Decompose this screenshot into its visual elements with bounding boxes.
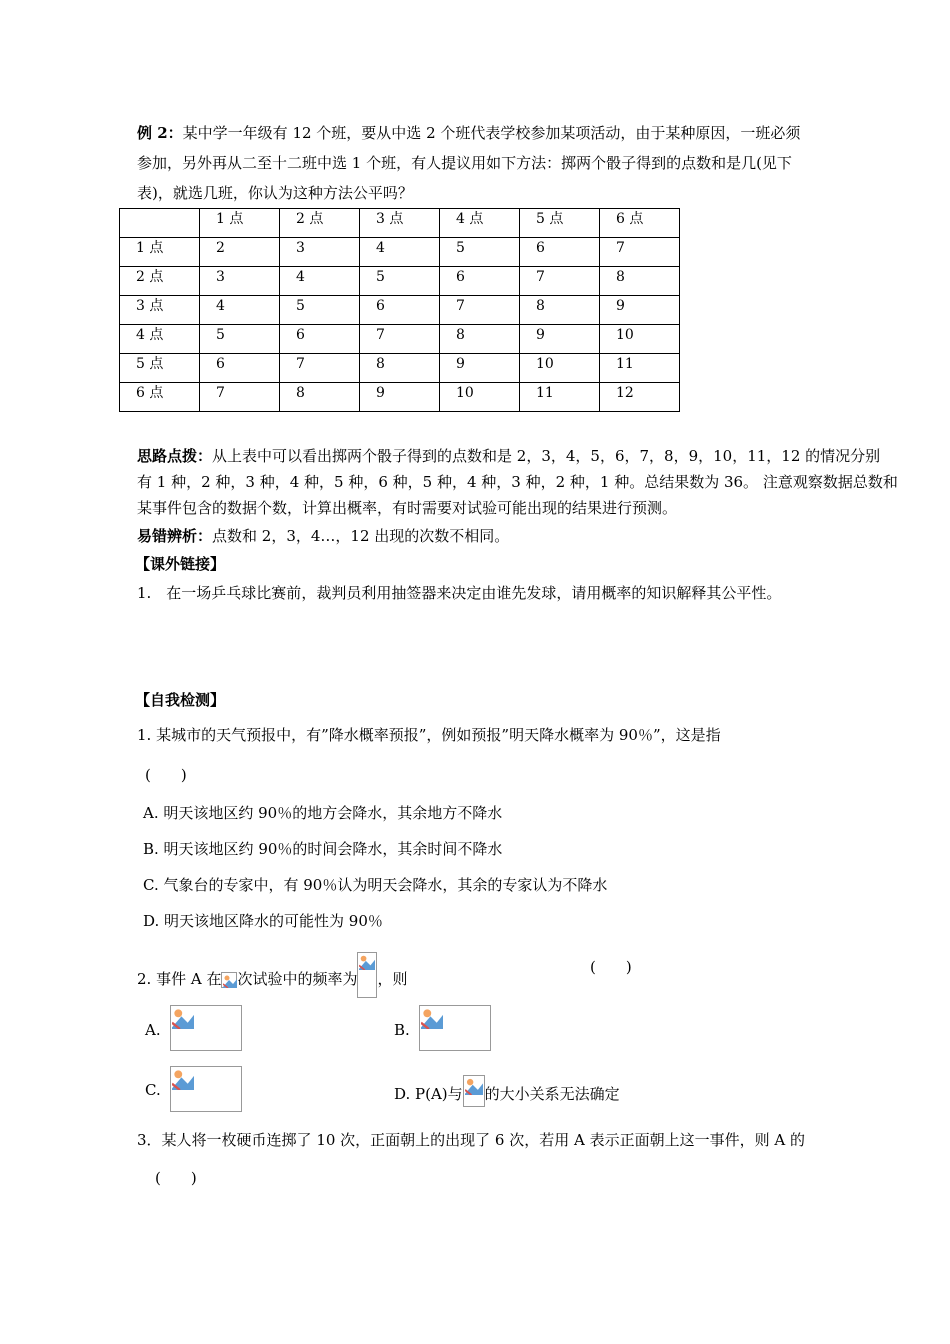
formula-image-icon — [419, 1005, 491, 1051]
table-row — [120, 267, 680, 296]
table-row-label: 2 点 — [120, 267, 200, 296]
table-cell: 6 — [280, 325, 360, 354]
table-header-cell — [120, 209, 200, 238]
q3-stem: 3．某人将一枚硬币连掷了 10 次，正面朝上的出现了 6 次，若用 A 表示正面朝上这一事件，则 A 的 — [137, 1131, 805, 1149]
q3-blank: ( ) — [155, 1169, 197, 1187]
table-cell: 3 — [200, 267, 280, 296]
analysis-line-3: 某事件包含的数据个数，计算出概率，有时需要对试验可能出现的结果进行预测。 — [137, 499, 678, 517]
analysis-text-1: 从上表中可以看出掷两个骰子得到的点数和是 2，3，4，5，6，7，8，9，10，11，12 的情况分别 — [212, 447, 881, 465]
analysis-line-2: 有 1 种，2 种，3 种，4 种，5 种，6 种，5 种，4 种，3 种，2 种，1 种。总结果数为 36。 注意观察数据总数和 — [137, 473, 898, 491]
table-cell: 12 — [600, 383, 680, 412]
table-cell: 6 — [360, 296, 440, 325]
dice-sum-table — [119, 208, 680, 412]
example-line-1 — [137, 118, 837, 148]
table-cell: 5 — [280, 296, 360, 325]
q2-option-d-text-2: 的大小关系无法确定 — [484, 1085, 620, 1103]
table-header-cell: 5 点 — [520, 209, 600, 238]
q2-text-2: 次试验中的频率为 — [237, 970, 358, 988]
selftest-heading: 【自我检测】 — [135, 691, 226, 709]
table-cell: 11 — [600, 354, 680, 383]
q2-blank: ( ) — [590, 958, 632, 976]
q2-option-a-label: A. — [145, 1021, 161, 1039]
table-cell: 7 — [280, 354, 360, 383]
q2-option-c-label: C. — [145, 1081, 161, 1099]
table-header-cell: 2 点 — [280, 209, 360, 238]
example-line-3: 表)，就选几班，你认为这种方法公平吗？ — [137, 184, 413, 202]
q2-text-3: ，则 — [377, 970, 408, 988]
q1-option-c: C. 气象台的专家中，有 90％认为明天会降水，其余的专家认为不降水 — [143, 876, 608, 894]
table-cell: 6 — [520, 238, 600, 267]
table-cell: 7 — [440, 296, 520, 325]
q1-option-b: B. 明天该地区约 90％的时间会降水，其余时间不降水 — [143, 840, 503, 858]
table-header-cell: 1 点 — [200, 209, 280, 238]
formula-image-icon — [357, 952, 377, 998]
table-cell: 10 — [440, 383, 520, 412]
mistake-label: 易错辨析： — [137, 527, 213, 545]
table-cell: 4 — [280, 267, 360, 296]
table-row-label: 1 点 — [120, 238, 200, 267]
table-header-row — [120, 209, 680, 238]
table-cell: 8 — [520, 296, 600, 325]
table-header-cell: 3 点 — [360, 209, 440, 238]
table-cell: 2 — [200, 238, 280, 267]
formula-image-icon — [221, 972, 237, 988]
table-cell: 9 — [360, 383, 440, 412]
q1-stem: 1. 某城市的天气预报中，有”降水概率预报”，例如预报”明天降水概率为 90％”，这是指 — [137, 726, 721, 744]
table-cell: 11 — [520, 383, 600, 412]
table-row-label: 6 点 — [120, 383, 200, 412]
q2-option-d — [394, 1075, 620, 1109]
formula-image-icon — [170, 1066, 242, 1112]
table-cell: 5 — [440, 238, 520, 267]
table-cell: 9 — [600, 296, 680, 325]
q1-option-d: D. 明天该地区降水的可能性为 90％ — [143, 912, 383, 930]
table-cell: 5 — [360, 267, 440, 296]
example-label: 例 2： — [137, 124, 183, 142]
q2-stem — [137, 952, 837, 998]
mistake-line — [137, 521, 837, 551]
table-row-label: 3 点 — [120, 296, 200, 325]
table-row — [120, 238, 680, 267]
table-cell: 10 — [600, 325, 680, 354]
table-cell: 4 — [360, 238, 440, 267]
table-row — [120, 354, 680, 383]
table-cell: 8 — [440, 325, 520, 354]
table-row — [120, 325, 680, 354]
example-line-2: 参加，另外再从二至十二班中选 1 个班，有人提议用如下方法：掷两个骰子得到的点数和是几(见下 — [137, 154, 792, 172]
table-cell: 4 — [200, 296, 280, 325]
table-cell: 5 — [200, 325, 280, 354]
q2-text-1: 2. 事件 A 在 — [137, 970, 222, 988]
table-cell: 6 — [200, 354, 280, 383]
table-cell: 7 — [200, 383, 280, 412]
table-cell: 8 — [360, 354, 440, 383]
q2-option-b-label: B. — [394, 1021, 410, 1039]
formula-image-icon — [463, 1075, 485, 1107]
table-row-label: 5 点 — [120, 354, 200, 383]
table-cell: 8 — [280, 383, 360, 412]
table-row — [120, 296, 680, 325]
extension-heading: 【课外链接】 — [135, 555, 226, 573]
table-cell: 9 — [520, 325, 600, 354]
table-cell: 7 — [360, 325, 440, 354]
table-row-label: 4 点 — [120, 325, 200, 354]
table-cell: 8 — [600, 267, 680, 296]
analysis-label: 思路点拨： — [137, 447, 213, 465]
table-header-cell: 6 点 — [600, 209, 680, 238]
table-cell: 6 — [440, 267, 520, 296]
table-cell: 9 — [440, 354, 520, 383]
table-cell: 10 — [520, 354, 600, 383]
formula-image-icon — [170, 1005, 242, 1051]
table-cell: 7 — [520, 267, 600, 296]
table-row — [120, 383, 680, 412]
table-cell: 7 — [600, 238, 680, 267]
example-text-1: 某中学一年级有 12 个班，要从中选 2 个班代表学校参加某项活动，由于某种原因，一班必须 — [182, 124, 801, 142]
mistake-text: 点数和 2，3，4…，12 出现的次数不相同。 — [212, 527, 510, 545]
extension-item-1: 1. 在一场乒乓球比赛前，裁判员利用抽签器来决定由谁先发球，请用概率的知识解释其公平性。 — [137, 584, 782, 602]
table-cell: 3 — [280, 238, 360, 267]
table-header-cell: 4 点 — [440, 209, 520, 238]
q2-option-d-text-1: D. P(A)与 — [394, 1085, 463, 1103]
q1-option-a: A. 明天该地区约 90％的地方会降水，其余地方不降水 — [143, 804, 503, 822]
q1-blank: ( ) — [145, 766, 187, 784]
